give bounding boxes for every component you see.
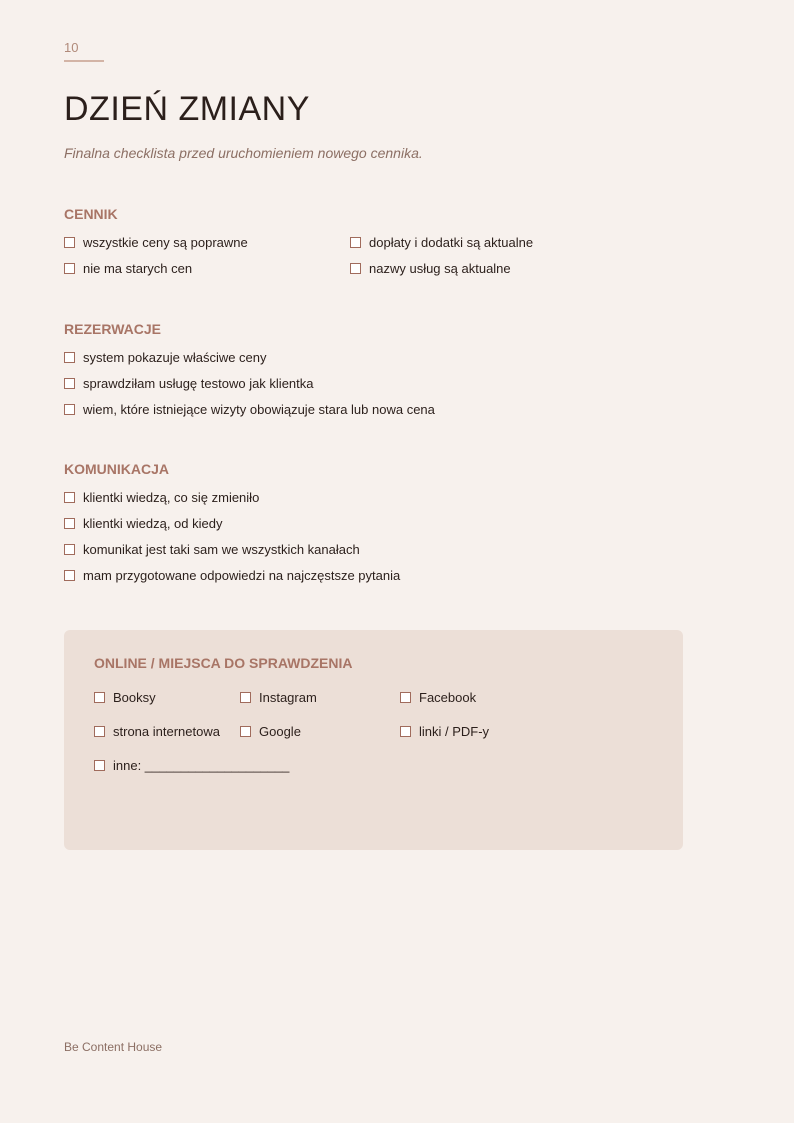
checkbox-icon[interactable] [64,518,75,529]
page-title: DZIEŃ ZMIANY [64,90,310,128]
checkbox-icon[interactable] [64,492,75,503]
checklist-item-komunikacja[interactable] [64,515,222,531]
checkbox-icon[interactable] [64,544,75,555]
checkbox-icon[interactable] [350,237,361,248]
checkbox-icon[interactable] [400,692,411,703]
checklist-item-online[interactable] [400,689,476,705]
checkbox-icon[interactable] [240,726,251,737]
checklist-item-label: linki / PDF-y [419,723,490,739]
page-number-divider [64,60,104,62]
checklist-item-label: nazwy usług są aktualne [369,260,511,276]
checklist-item-cennik[interactable] [350,234,533,250]
checklist-item-online[interactable] [94,689,156,705]
checklist-item-label: Facebook [419,689,477,705]
checklist-item-label: inne: ____________________ [113,757,290,773]
section-heading-online: ONLINE / MIEJSCA DO SPRAWDZENIA [94,655,353,671]
checkbox-icon[interactable] [64,404,75,415]
checklist-item-label: klientki wiedzą, co się zmieniło [83,489,260,505]
checklist-item-komunikacja[interactable] [64,541,360,557]
checkbox-icon[interactable] [400,726,411,737]
checklist-item-online-other[interactable] [94,757,289,773]
checklist-item-label: nie ma starych cen [83,260,193,276]
checklist-item-label: system pokazuje właściwe ceny [83,349,267,365]
checklist-item-cennik[interactable] [350,260,511,276]
checklist-item-online[interactable] [240,723,301,739]
checklist-item-cennik[interactable] [64,260,192,276]
checklist-item-label: Booksy [113,689,156,705]
page-number: 10 [64,40,79,55]
checklist-item-cennik[interactable] [64,234,248,250]
checklist-item-rezerwacje[interactable] [64,349,267,365]
checkbox-icon[interactable] [94,692,105,703]
checkbox-icon[interactable] [64,237,75,248]
checkbox-icon[interactable] [64,378,75,389]
section-heading-rezerwacje: REZERWACJE [64,321,161,337]
checklist-item-online[interactable] [240,689,317,705]
checklist-item-label: Instagram [259,689,317,705]
checklist-item-label: komunikat jest taki sam we wszystkich kanałach [83,541,360,557]
checkbox-icon[interactable] [350,263,361,274]
checkbox-icon[interactable] [64,263,75,274]
checklist-item-komunikacja[interactable] [64,567,400,583]
checklist-item-rezerwacje[interactable] [64,375,314,391]
checkbox-icon[interactable] [64,570,75,581]
online-checklist-box [64,630,683,850]
checklist-item-rezerwacje[interactable] [64,401,435,417]
section-heading-komunikacja: KOMUNIKACJA [64,461,169,477]
checklist-item-label: wiem, które istniejące wizyty obowiązuje stara lub nowa cena [83,401,435,417]
checkbox-icon[interactable] [94,726,105,737]
checklist-item-label: strona internetowa [113,723,220,739]
checklist-item-label: sprawdziłam usługę testowo jak klientka [83,375,314,391]
checkbox-icon[interactable] [240,692,251,703]
checklist-item-label: Google [259,723,301,739]
checklist-item-komunikacja[interactable] [64,489,259,505]
footer-brand: Be Content House [64,1040,163,1054]
checklist-item-label: wszystkie ceny są poprawne [83,234,248,250]
checklist-item-label: klientki wiedzą, od kiedy [83,515,223,531]
checklist-item-label: dopłaty i dodatki są aktualne [369,234,534,250]
checkbox-icon[interactable] [94,760,105,771]
page-subtitle: Finalna checklista przed uruchomieniem nowego cennika. [64,145,423,161]
checklist-item-online[interactable] [400,723,489,739]
section-heading-cennik: CENNIK [64,206,118,222]
checklist-item-label: mam przygotowane odpowiedzi na najczęstsze pytania [83,567,401,583]
checklist-item-online[interactable] [94,723,220,739]
checkbox-icon[interactable] [64,352,75,363]
